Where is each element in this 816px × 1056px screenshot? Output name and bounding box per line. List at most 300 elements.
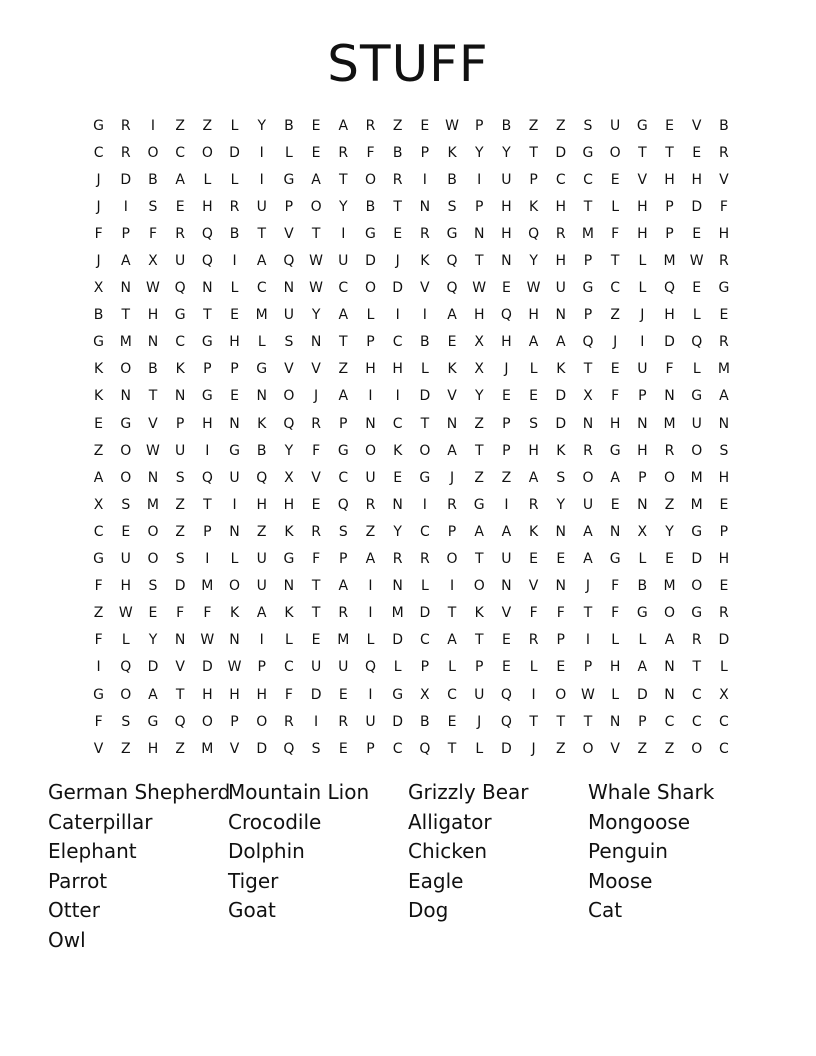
grid-letter: P xyxy=(203,361,212,378)
grid-letter: C xyxy=(256,280,267,297)
grid-letter: K xyxy=(474,605,484,622)
grid-letter: G xyxy=(582,280,594,297)
grid-letter: A xyxy=(664,632,675,649)
grid-letter: O xyxy=(664,605,676,622)
grid-letter: A xyxy=(447,307,457,324)
grid-letter: R xyxy=(719,253,729,270)
grid-letter: L xyxy=(475,740,484,757)
grid-letter: G xyxy=(718,280,730,297)
grid-letter: R xyxy=(311,523,321,540)
grid-letter: V xyxy=(528,578,539,595)
word-list-item: Mongoose xyxy=(588,809,691,834)
grid-letter: E xyxy=(338,686,348,703)
grid-letter: Q xyxy=(174,280,186,297)
grid-letter: H xyxy=(283,496,295,513)
grid-letter: M xyxy=(119,334,132,351)
grid-letter: S xyxy=(529,415,539,432)
grid-letter: N xyxy=(664,686,675,703)
grid-letter: H xyxy=(147,307,159,324)
grid-letter: B xyxy=(93,307,104,324)
grid-letter: G xyxy=(229,442,240,459)
grid-letter: M xyxy=(581,225,595,242)
word-list-item: Crocodile xyxy=(228,809,322,834)
grid-letter: T xyxy=(583,713,593,730)
grid-letter: A xyxy=(311,171,321,188)
grid-letter: L xyxy=(692,307,701,324)
grid-letter: T xyxy=(474,253,484,270)
grid-letter: G xyxy=(93,551,105,568)
grid-letter: R xyxy=(719,605,729,622)
grid-letter: T xyxy=(583,361,593,378)
grid-letter: G xyxy=(636,605,648,622)
word-list-item: Dolphin xyxy=(228,839,305,864)
grid-letter: X xyxy=(719,686,729,703)
grid-letter: I xyxy=(259,632,264,649)
grid-letter: N xyxy=(609,713,621,730)
grid-letter: I xyxy=(395,388,400,405)
grid-letter: H xyxy=(120,578,132,595)
grid-letter: S xyxy=(148,578,158,595)
grid-letter: C xyxy=(419,632,430,649)
grid-letter: I xyxy=(368,578,373,595)
grid-letter: U xyxy=(501,551,512,568)
grid-letter: E xyxy=(447,713,457,730)
grid-letter: A xyxy=(148,686,158,703)
grid-letter: N xyxy=(555,578,567,595)
grid-letter: E xyxy=(311,496,321,513)
grid-letter: F xyxy=(94,578,103,595)
grid-letter: I xyxy=(368,686,373,703)
grid-letter: M xyxy=(663,253,676,270)
grid-letter: B xyxy=(148,361,158,378)
grid-letter: R xyxy=(311,415,321,432)
grid-letter: L xyxy=(230,117,239,134)
grid-letter: G xyxy=(337,442,349,459)
grid-letter: Z xyxy=(175,740,185,757)
grid-letter: T xyxy=(311,605,321,622)
grid-letter: N xyxy=(501,253,512,270)
grid-letter: Q xyxy=(691,334,703,351)
grid-letter: G xyxy=(582,144,594,161)
grid-letter: D xyxy=(201,659,213,676)
grid-letter: Z xyxy=(664,496,675,513)
grid-letter: O xyxy=(419,442,431,459)
grid-letter: D xyxy=(419,388,431,405)
grid-letter: H xyxy=(691,171,702,188)
grid-letter: Y xyxy=(257,117,266,134)
grid-letter: W xyxy=(146,280,160,297)
grid-letter: B xyxy=(256,442,267,459)
grid-letter: I xyxy=(314,713,319,730)
grid-letter: C xyxy=(392,415,403,432)
grid-letter: N xyxy=(310,334,322,351)
grid-row xyxy=(85,546,738,573)
grid-letter: P xyxy=(529,171,538,188)
grid-letter: I xyxy=(232,496,237,513)
grid-letter: P xyxy=(474,659,484,676)
grid-letter: G xyxy=(283,551,295,568)
grid-letter: P xyxy=(420,659,430,676)
grid-letter: L xyxy=(611,632,620,649)
grid-row xyxy=(85,573,738,600)
grid-letter: S xyxy=(338,523,348,540)
grid-letter: U xyxy=(365,469,376,486)
grid-letter: F xyxy=(94,713,103,730)
grid-letter: C xyxy=(583,171,593,188)
grid-letter: S xyxy=(175,469,185,486)
grid-letter: S xyxy=(148,198,158,215)
grid-letter: H xyxy=(473,307,485,324)
grid-letter: P xyxy=(638,388,647,405)
grid-letter: D xyxy=(664,334,675,351)
grid-letter: L xyxy=(366,632,375,649)
grid-letter: D xyxy=(555,415,567,432)
grid-letter: E xyxy=(529,388,539,405)
grid-letter: M xyxy=(337,632,350,649)
word-list-item: Moose xyxy=(588,868,653,893)
grid-letter: N xyxy=(609,523,621,540)
grid-letter: Q xyxy=(201,225,213,242)
grid-letter: I xyxy=(395,307,400,324)
grid-letter: W xyxy=(472,280,487,297)
word-list-item: Chicken xyxy=(408,839,488,864)
grid-letter: O xyxy=(446,551,458,568)
grid-letter: H xyxy=(229,686,240,703)
grid-letter: E xyxy=(610,496,620,513)
grid-letter: U xyxy=(338,253,349,270)
grid-letter: X xyxy=(474,334,485,351)
grid-letter: E xyxy=(230,388,239,405)
grid-letter: E xyxy=(529,551,539,568)
grid-letter: K xyxy=(420,253,430,270)
grid-letter: M xyxy=(663,578,676,595)
grid-letter: N xyxy=(174,632,186,649)
grid-letter: N xyxy=(637,415,648,432)
grid-letter: F xyxy=(611,388,620,405)
grid-letter: I xyxy=(640,334,645,351)
grid-letter: H xyxy=(202,415,213,432)
grid-letter: J xyxy=(449,469,455,486)
grid-letter: V xyxy=(311,469,321,486)
grid-letter: Q xyxy=(500,307,512,324)
grid-letter: Z xyxy=(637,740,648,757)
grid-letter: L xyxy=(366,307,375,324)
grid-letter: R xyxy=(691,632,702,649)
grid-letter: V xyxy=(610,740,620,757)
grid-letter: Q xyxy=(120,659,132,676)
grid-letter: S xyxy=(311,740,321,757)
grid-letter: X xyxy=(148,253,158,270)
grid-letter: E xyxy=(719,496,729,513)
grid-letter: H xyxy=(365,361,376,378)
grid-letter: V xyxy=(691,117,702,134)
grid-letter: E xyxy=(447,334,457,351)
grid-row xyxy=(85,383,738,410)
grid-letter: A xyxy=(528,334,539,351)
grid-letter: K xyxy=(556,361,566,378)
grid-letter: X xyxy=(420,686,430,703)
grid-letter: Q xyxy=(582,334,594,351)
grid-letter: G xyxy=(93,686,105,703)
grid-letter: A xyxy=(528,469,539,486)
grid-letter: T xyxy=(529,144,538,161)
grid-letter: P xyxy=(665,225,674,242)
grid-letter: O xyxy=(147,523,159,540)
grid-letter: I xyxy=(368,388,373,405)
grid-letter: V xyxy=(447,388,457,405)
grid-letter: E xyxy=(719,307,729,324)
grid-letter: P xyxy=(719,523,729,540)
grid-letter: V xyxy=(420,280,430,297)
grid-letter: J xyxy=(504,361,509,378)
grid-letter: N xyxy=(473,225,485,242)
grid-letter: O xyxy=(691,740,703,757)
grid-letter: R xyxy=(175,225,186,242)
grid-letter: E xyxy=(393,469,403,486)
grid-letter: P xyxy=(339,415,348,432)
grid-letter: D xyxy=(392,632,404,649)
word-list-item: Cat xyxy=(588,898,623,923)
grid-letter: H xyxy=(609,659,621,676)
grid-letter: K xyxy=(447,144,457,161)
word-list-item: Elephant xyxy=(48,839,137,864)
grid-letter: H xyxy=(718,551,730,568)
grid-letter: E xyxy=(94,415,104,432)
grid-letter: B xyxy=(719,117,729,134)
grid-letter: L xyxy=(720,659,728,676)
grid-letter: G xyxy=(93,117,105,134)
grid-letter: R xyxy=(229,198,240,215)
grid-letter: Z xyxy=(610,307,620,324)
grid-letter: H xyxy=(528,307,539,324)
grid-letter: I xyxy=(205,551,210,568)
grid-letter: B xyxy=(501,117,512,134)
grid-letter: T xyxy=(121,307,131,324)
grid-letter: R xyxy=(338,605,349,622)
grid-letter: B xyxy=(420,334,430,351)
grid-row xyxy=(85,112,738,139)
grid-row xyxy=(85,464,738,491)
grid-letter: C xyxy=(93,144,104,161)
grid-letter: A xyxy=(583,523,593,540)
grid-letter: D xyxy=(419,605,431,622)
grid-letter: T xyxy=(638,144,647,161)
grid-letter: I xyxy=(422,496,427,513)
grid-letter: T xyxy=(203,307,212,324)
grid-letter: K xyxy=(556,442,566,459)
grid-letter: H xyxy=(718,469,730,486)
grid-letter: Y xyxy=(502,144,511,161)
grid-letter: G xyxy=(365,225,376,242)
grid-letter: G xyxy=(691,523,703,540)
grid-letter: H xyxy=(501,198,512,215)
grid-letter: Q xyxy=(201,469,213,486)
grid-letter: U xyxy=(310,659,322,676)
grid-letter: N xyxy=(147,469,159,486)
grid-letter: Q xyxy=(201,253,213,270)
grid-letter: R xyxy=(447,496,457,513)
grid-letter: L xyxy=(529,659,538,676)
grid-letter: N xyxy=(582,415,594,432)
grid-letter: A xyxy=(338,117,349,134)
grid-letter: A xyxy=(610,469,620,486)
grid-letter: M xyxy=(717,361,730,378)
grid-letter: N xyxy=(555,307,567,324)
grid-letter: P xyxy=(175,415,185,432)
grid-letter: O xyxy=(120,686,132,703)
grid-letter: L xyxy=(393,659,402,676)
grid-letter: J xyxy=(96,198,101,215)
grid-letter: O xyxy=(364,171,376,188)
grid-letter: H xyxy=(147,740,159,757)
grid-letter: D xyxy=(365,253,376,270)
grid-letter: H xyxy=(637,198,648,215)
grid-letter: S xyxy=(121,496,131,513)
grid-letter: H xyxy=(202,686,213,703)
grid-letter: M xyxy=(146,496,160,513)
grid-letter: F xyxy=(284,686,293,703)
word-list-item: Dog xyxy=(408,898,449,923)
word-list-item: German Shepherd xyxy=(48,780,231,804)
grid-letter: C xyxy=(447,686,457,703)
grid-letter: Z xyxy=(365,523,376,540)
grid-letter: U xyxy=(691,415,702,432)
grid-letter: O xyxy=(664,469,676,486)
grid-letter: B xyxy=(365,198,376,215)
grid-letter: W xyxy=(445,117,459,134)
grid-letter: Q xyxy=(337,496,349,513)
grid-letter: U xyxy=(256,578,267,595)
grid-row xyxy=(85,356,738,383)
grid-letter: A xyxy=(365,551,376,568)
grid-letter: I xyxy=(123,198,128,215)
grid-letter: H xyxy=(202,198,213,215)
word-list-item: Tiger xyxy=(228,868,279,893)
grid-letter: G xyxy=(609,442,621,459)
grid-letter: I xyxy=(232,253,237,270)
grid-letter: I xyxy=(96,659,101,676)
grid-letter: E xyxy=(665,117,674,134)
grid-letter: Z xyxy=(474,469,485,486)
grid-letter: F xyxy=(312,551,321,568)
grid-letter: Z xyxy=(664,740,675,757)
grid-letter: G xyxy=(636,117,648,134)
word-list-item: Eagle xyxy=(408,868,464,893)
grid-letter: Y xyxy=(311,307,321,324)
grid-letter: D xyxy=(555,144,567,161)
grid-letter: O xyxy=(555,686,567,703)
grid-letter: A xyxy=(338,307,349,324)
word-list-item: Caterpillar xyxy=(48,809,153,834)
grid-letter: K xyxy=(393,442,403,459)
grid-letter: O xyxy=(691,442,703,459)
grid-letter: G xyxy=(174,307,186,324)
grid-letter: U xyxy=(175,253,186,270)
grid-letter: F xyxy=(203,605,212,622)
grid-letter: G xyxy=(419,469,431,486)
grid-letter: N xyxy=(120,388,132,405)
grid-letter: J xyxy=(640,307,645,324)
grid-letter: A xyxy=(256,253,267,270)
grid-letter: E xyxy=(501,280,511,297)
grid-letter: E xyxy=(556,659,566,676)
grid-letter: J xyxy=(96,171,101,188)
grid-letter: H xyxy=(664,307,675,324)
grid-letter: U xyxy=(283,307,295,324)
grid-letter: D xyxy=(256,740,268,757)
grid-row xyxy=(85,518,738,545)
grid-letter: M xyxy=(201,578,214,595)
word-list-item: Otter xyxy=(48,898,100,923)
word-list-item: Whale Shark xyxy=(588,780,715,804)
grid-letter: F xyxy=(94,632,103,649)
word-list-item: Parrot xyxy=(48,868,108,893)
grid-letter: T xyxy=(311,225,321,242)
grid-letter: R xyxy=(719,144,729,161)
grid-letter: N xyxy=(718,415,730,432)
grid-letter: P xyxy=(583,307,593,324)
grid-letter: I xyxy=(585,632,591,649)
grid-letter: H xyxy=(528,442,539,459)
grid-letter: L xyxy=(638,551,647,568)
grid-letter: H xyxy=(555,198,567,215)
grid-letter: O xyxy=(691,578,703,595)
grid-letter: P xyxy=(665,198,674,215)
grid-letter: Y xyxy=(393,523,402,540)
grid-letter: I xyxy=(150,117,156,134)
grid-letter: L xyxy=(638,253,647,270)
grid-letter: T xyxy=(610,253,620,270)
grid-letter: O xyxy=(201,144,213,161)
grid-letter: A xyxy=(256,605,267,622)
grid-letter: L xyxy=(420,361,429,378)
grid-letter: I xyxy=(259,171,264,188)
grid-letter: N xyxy=(664,659,675,676)
grid-letter: N xyxy=(501,578,512,595)
grid-letter: Z xyxy=(474,415,485,432)
grid-letter: I xyxy=(259,144,264,161)
grid-letter: Z xyxy=(120,740,131,757)
word-list-item: Owl xyxy=(48,927,86,952)
grid-letter: W xyxy=(118,605,133,622)
grid-letter: F xyxy=(148,225,157,242)
word-list-item: Goat xyxy=(228,898,276,923)
grid-letter: G xyxy=(691,605,703,622)
grid-letter: H xyxy=(256,686,267,703)
grid-letter: W xyxy=(146,442,160,459)
grid-letter: G xyxy=(120,415,132,432)
grid-letter: R xyxy=(719,334,729,351)
grid-letter: F xyxy=(665,361,674,378)
grid-letter: C xyxy=(610,280,621,297)
grid-letter: Y xyxy=(665,523,674,540)
grid-letter: L xyxy=(121,632,130,649)
grid-letter: Q xyxy=(364,659,376,676)
grid-letter: V xyxy=(284,361,294,378)
word-list-item: Mountain Lion xyxy=(228,780,370,804)
grid-letter: U xyxy=(175,442,186,459)
grid-letter: Z xyxy=(528,117,539,134)
grid-letter: R xyxy=(392,551,403,568)
grid-letter: E xyxy=(311,144,321,161)
grid-letter: M xyxy=(201,740,214,757)
grid-letter: N xyxy=(256,388,267,405)
grid-letter: G xyxy=(392,686,404,703)
grid-letter: N xyxy=(120,280,132,297)
grid-letter: A xyxy=(175,171,185,188)
grid-letter: U xyxy=(474,686,485,703)
grid-letter: Q xyxy=(419,740,431,757)
